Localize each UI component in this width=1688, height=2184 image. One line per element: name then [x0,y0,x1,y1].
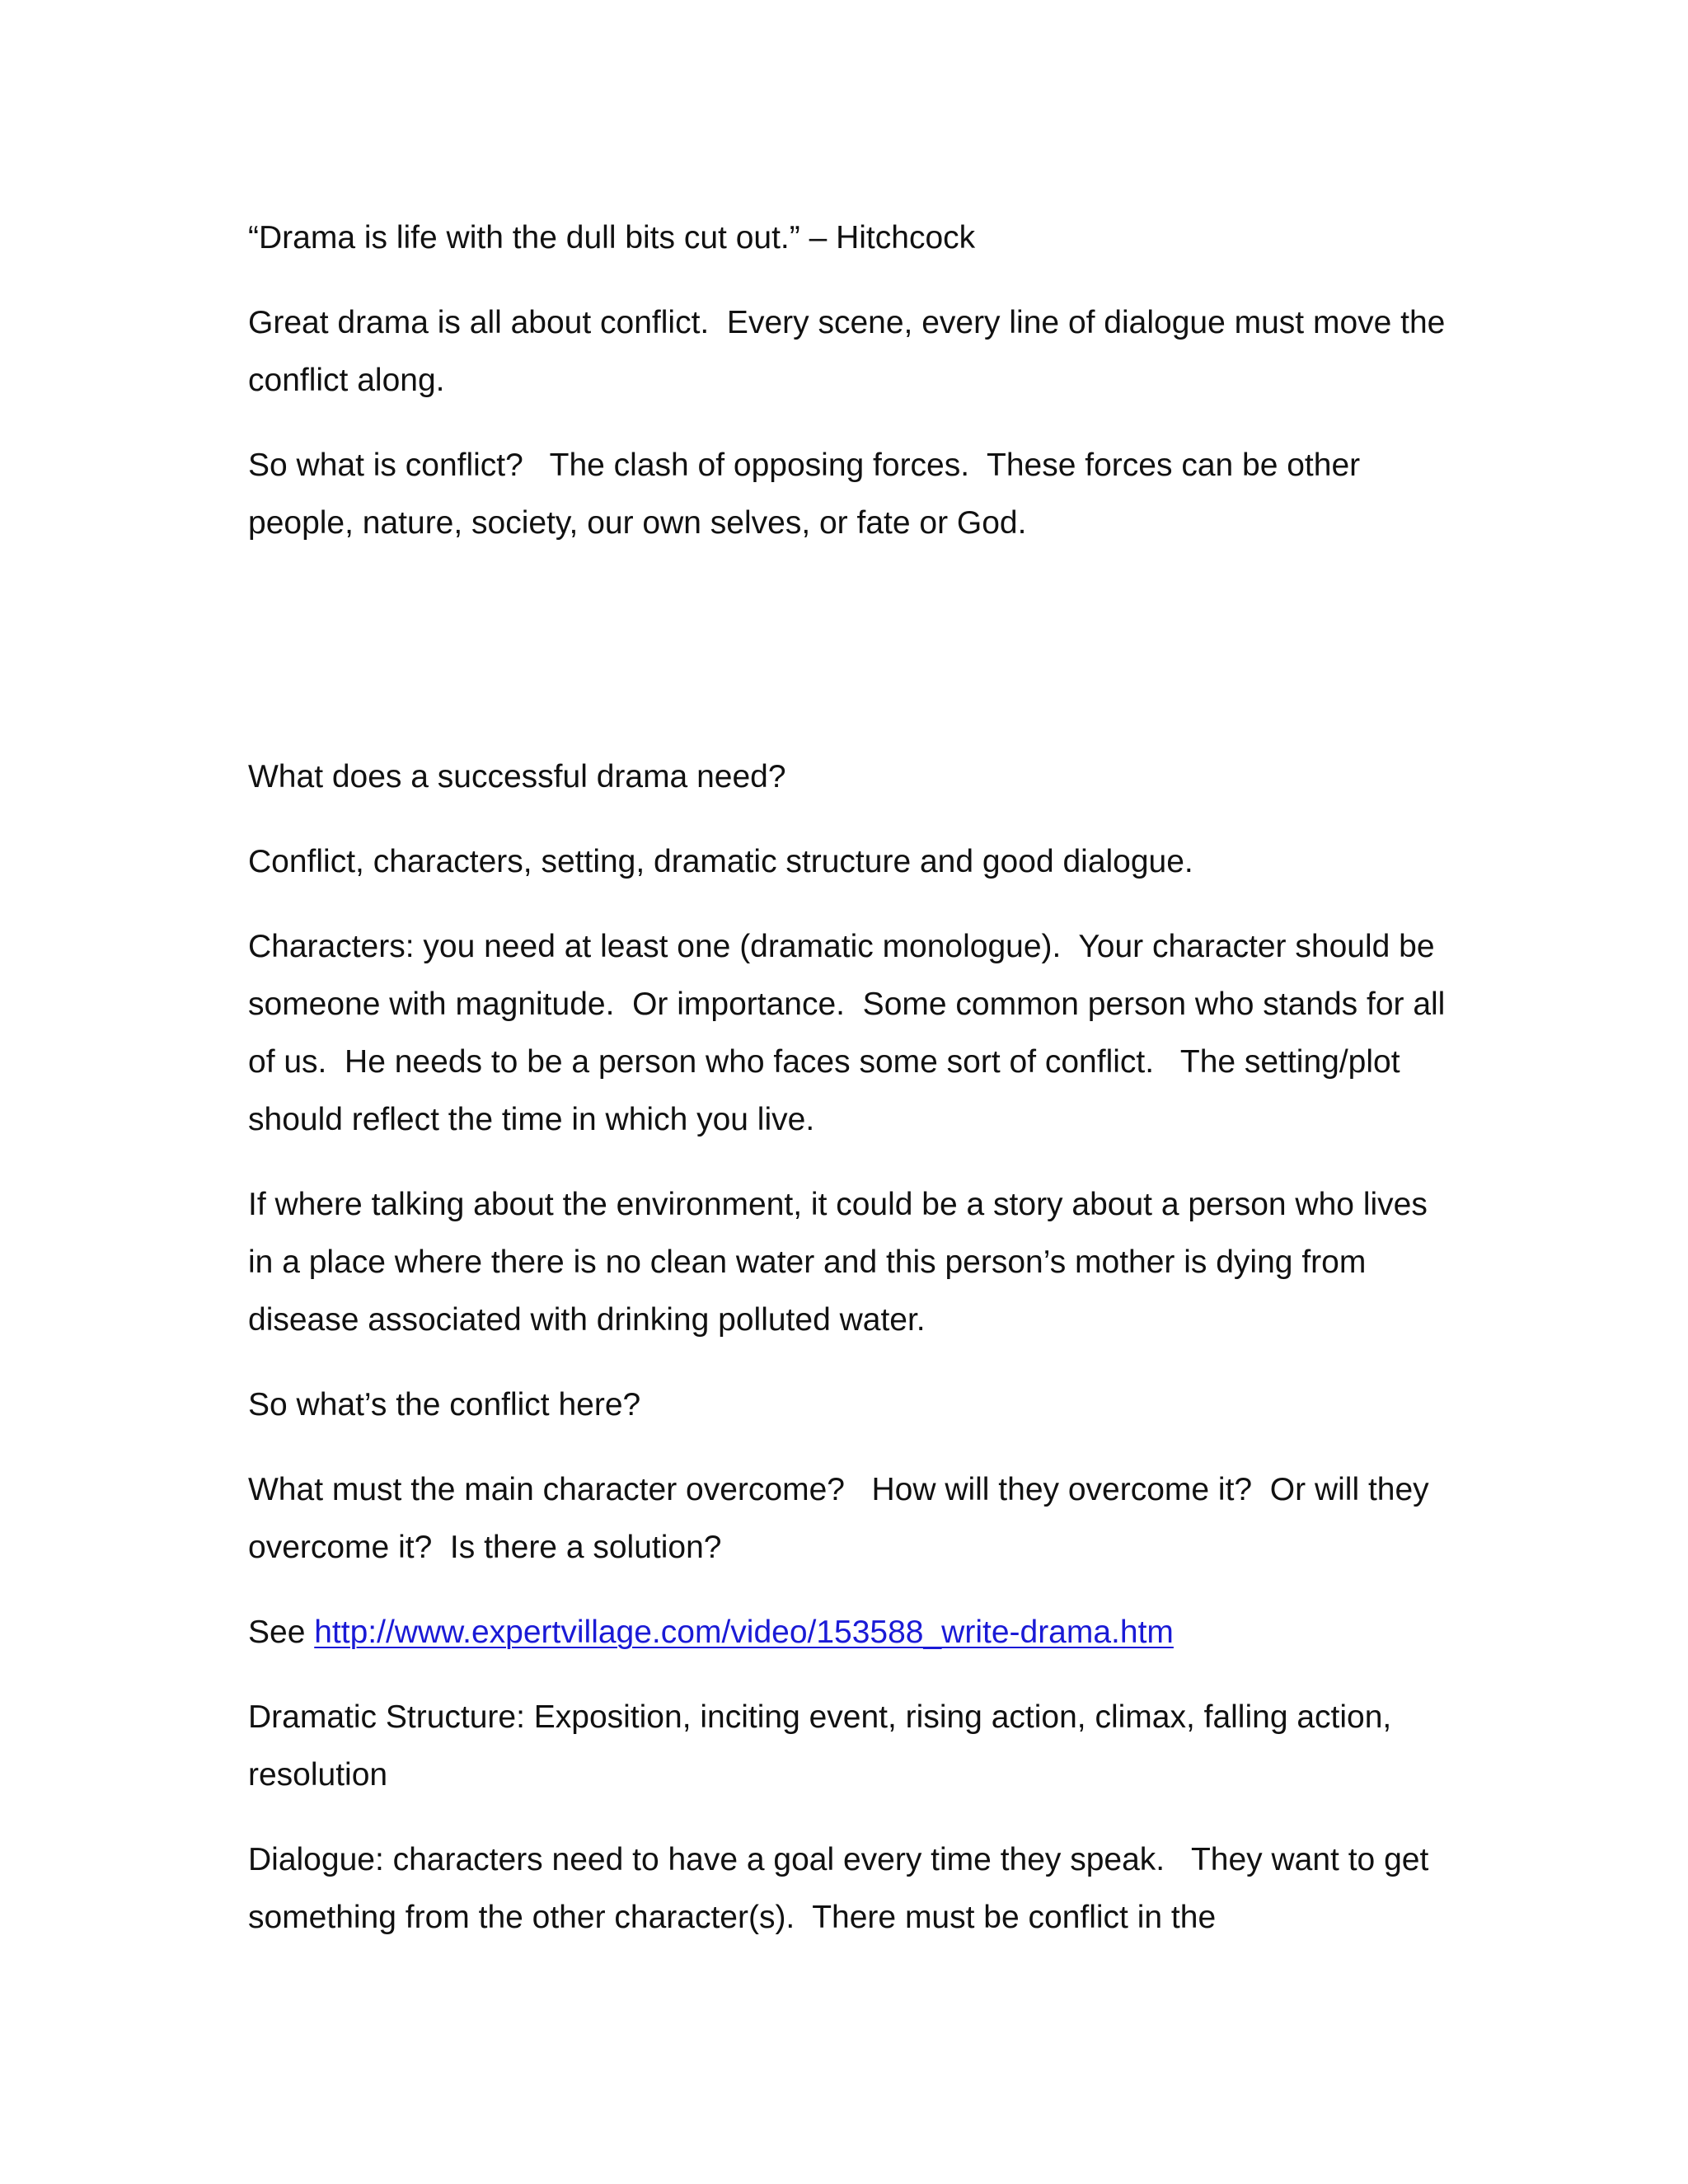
expertvillage-link[interactable]: http://www.expertvillage.com/video/153588_write-drama.htm [314,1615,1174,1650]
see-label: See [248,1615,315,1650]
paragraph-dramatic-structure: Dramatic Structure: Exposition, inciting event, rising action, climax, falling action, resolution [248,1699,1401,1793]
paragraph-dialogue: Dialogue: characters need to have a goal every time they speak. They want to get something from the other character(s). There must be conflict in the [248,1842,1438,1935]
paragraph-overcome: What must the main character overcome? How will they overcome it? Or will they overcome it? Is there a solution? [248,1472,1438,1565]
document-body [248,209,1455,1974]
paragraph-elements: Conflict, characters, setting, dramatic structure and good dialogue. [248,844,1193,879]
hitchcock-quote: “Drama is life with the dull bits cut out.” – Hitchcock [248,220,976,255]
blank-space [248,579,1451,748]
paragraph-conflict-here: So what’s the conflict here? [248,1387,641,1422]
paragraph-characters: Characters: you need at least one (dramatic monologue). Your character should be someone with magnitude. Or importance. Some common person who stands for all of us. He needs to be a person who faces some sort of conflict. The setting/plot should reflect the time in which you live. [248,929,1455,1137]
paragraph-what-is-conflict: So what is conflict? The clash of opposing forces. These forces can be other people, nature, society, our own selves, or fate or God. [248,448,1369,541]
paragraph-conflict-intro: Great drama is all about conflict. Every scene, every line of dialogue must move the conflict along. [248,305,1455,398]
paragraph-environment: If where talking about the environment, it could be a story about a person who lives in a place where there is no clean water and this person’s mother is dying from disease associated with drinking polluted water. [248,1187,1437,1338]
paragraph-see-link [248,1604,1451,1661]
paragraph-question-need: What does a successful drama need? [248,759,786,794]
